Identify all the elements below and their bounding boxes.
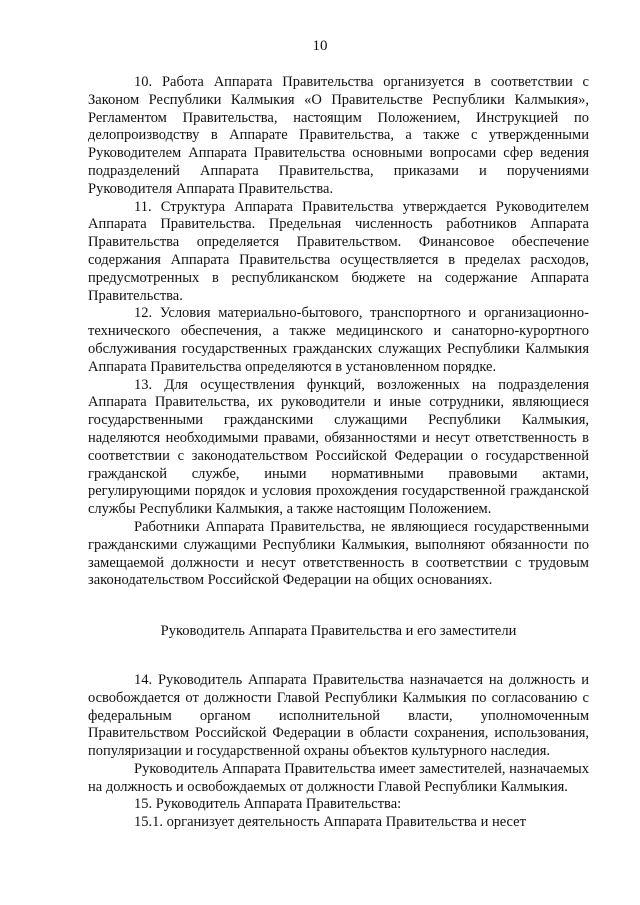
paragraph-14-deputies: Руководитель Аппарата Правительства имеет заместителей, назначаемых на должность и освобождаемых от должности Главой Республики Калмыкия. xyxy=(88,760,589,795)
paragraph-14: 14. Руководитель Аппарата Правительства назначается на должность и освобождается от должности Главой Республики Калмыкия по согласованию с федеральным органом исполнительной власти, уполномоченным Правительством Российской Федерации в области сохранения, использования, популяризации и государственной охраны объектов культурного наследия. xyxy=(88,671,589,760)
section-heading: Руководитель Аппарата Правительства и его заместители xyxy=(160,623,517,640)
paragraph-15-1: 15.1. организует деятельность Аппарата Правительства и несет xyxy=(134,814,526,831)
document-body xyxy=(88,74,589,832)
paragraph-13-workers: Работники Аппарата Правительства, не являющиеся государственными гражданскими служащими Республики Калмыкия, выполняют обязанности по замещаемой должности и несут ответственность в соответствии с трудовым законодательством Российской Федерации на общих основаниях. xyxy=(88,518,589,589)
paragraph-10: 10. Работа Аппарата Правительства организуется в соответствии с Законом Республики Калмыкия «О Правительстве Республики Калмыкия», Регламентом Правительства, настоящим Положением, Инструкцией по делопроизводству в Аппарате Правительства, а также с утвержденными Руководителем Аппарата Правительства основными вопросами сфер ведения подразделений Аппарата Правительства, приказами и поручениями Руководителя Аппарата Правительства. xyxy=(88,74,589,197)
paragraph-13: 13. Для осуществления функций, возложенных на подразделения Аппарата Правительства, их руководители и иные сотрудники, являющиеся государственными гражданскими служащими Республики Калмыкия, наделяются необходимыми правами, обязанностями и несут ответственность в соответствии с законодательством Российской Федерации о государственной гражданской службе, иными нормативными правовыми актами, регулирующими порядок и условия прохождения государственной гражданской службы Республики Калмыкия, а также настоящим Положением. xyxy=(88,376,589,518)
paragraph-15: 15. Руководитель Аппарата Правительства: xyxy=(134,796,402,813)
paragraph-12: 12. Условия материально-бытового, транспортного и организационно-технического обеспечения, а также медицинского и санаторно-курортного обслуживания государственных гражданских служащих Республики Калмыкия Аппарата Правительства определяются в установленном порядке. xyxy=(88,305,589,375)
page-number: 10 xyxy=(312,38,328,54)
paragraph-11: 11. Структура Аппарата Правительства утверждается Руководителем Аппарата Правительства. Предельная численность работников Аппарата Правительства определяется Правительством. Финансовое обеспечение содержания Аппарата Правительства осуществляется в пределах расходов, предусмотренных в республиканском бюджете на содержание Аппарата Правительства. xyxy=(88,198,589,304)
